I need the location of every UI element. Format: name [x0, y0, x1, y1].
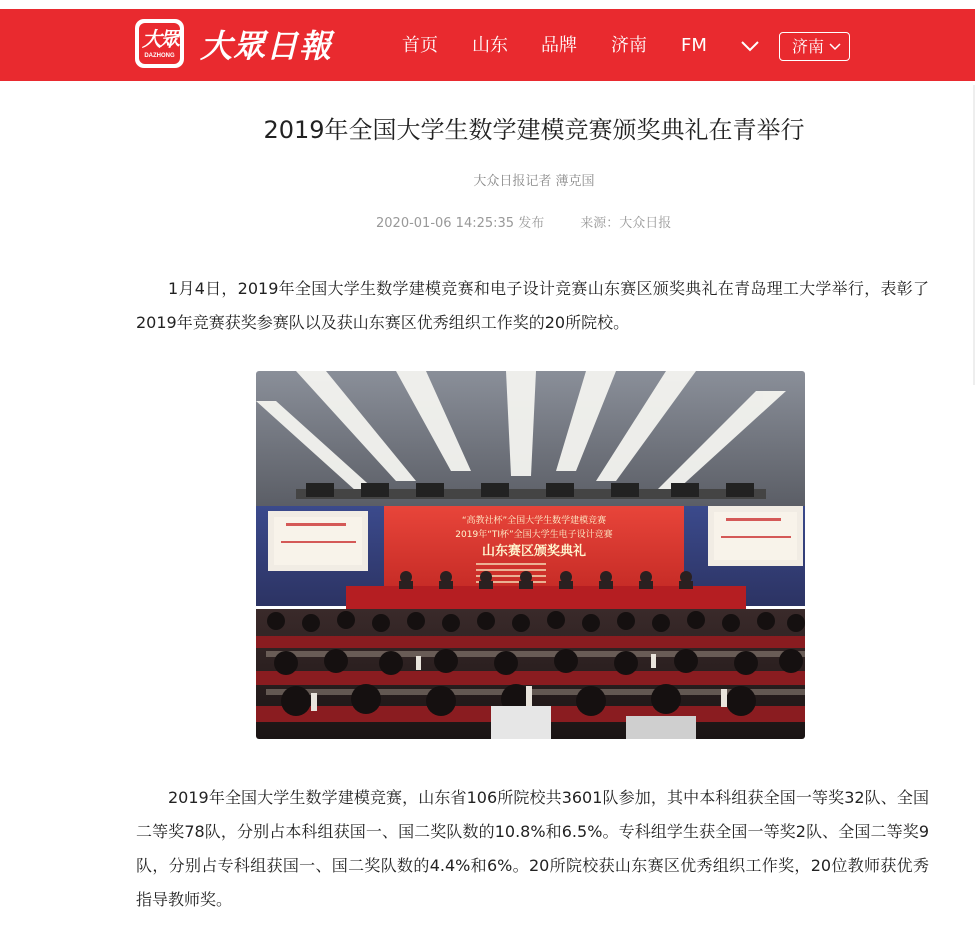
nav-fm[interactable]: FM: [681, 35, 707, 56]
chevron-down-icon: [829, 43, 841, 51]
article-author: 大众日报记者 薄克国: [473, 174, 595, 189]
nav-brand[interactable]: 品牌: [541, 35, 577, 56]
more-nav-chevron-down-icon[interactable]: [739, 35, 761, 57]
nav-home[interactable]: 首页: [402, 35, 438, 56]
article-paragraph: 2019年全国大学生数学建模竞赛，山东省106所院校共3601队参加，其中本科组获全国一等奖32队、全国二等奖78队，分别占本科组获国一、国二奖队数的10.8%和6.5%。专科组学生获全国一等奖2队、全国二等奖9队，分别占专科组获国一、国二奖队数的4.4%和6%。20所院校获山东赛区优秀组织工作奖，20位教师获优秀指导教师奖。: [136, 788, 929, 909]
dazhong-app-logo[interactable]: [135, 19, 184, 68]
city-selector-label: 济南: [792, 37, 825, 56]
city-selector[interactable]: [779, 32, 850, 61]
nav-jinan[interactable]: 济南: [611, 35, 647, 56]
article-meta: [376, 212, 671, 231]
logo-inner: [139, 23, 180, 64]
article-title: 2019年全国大学生数学建模竞赛颁奖典礼在青举行: [263, 116, 805, 144]
logo-mark-text: 大眾: [142, 27, 178, 51]
ceremony-photo: [256, 371, 805, 739]
nav-shandong[interactable]: 山东: [472, 35, 508, 56]
dazhong-daily-wordmark[interactable]: 大眾日報: [200, 27, 333, 65]
top-navigation-bar: [0, 9, 975, 81]
banner-line-3: 山东赛区颁奖典礼: [481, 544, 587, 559]
article-source: 来源：大众日报: [580, 216, 672, 231]
publish-time: 2020-01-06 14:25:35 发布: [376, 216, 545, 231]
banner-line-1: “高教社杯”全国大学生数学建模竞赛: [461, 516, 607, 526]
logo-caption: DAZHONG: [144, 53, 175, 59]
article-paragraph: 1月4日，2019年全国大学生数学建模竞赛和电子设计竞赛山东赛区颁奖典礼在青岛理工大学举行，表彰了2019年竞赛获奖参赛队以及获山东赛区优秀组织工作奖的20所院校。: [136, 279, 929, 332]
banner-line-2: 2019年“TI杯”全国大学生电子设计竞赛: [455, 530, 613, 540]
